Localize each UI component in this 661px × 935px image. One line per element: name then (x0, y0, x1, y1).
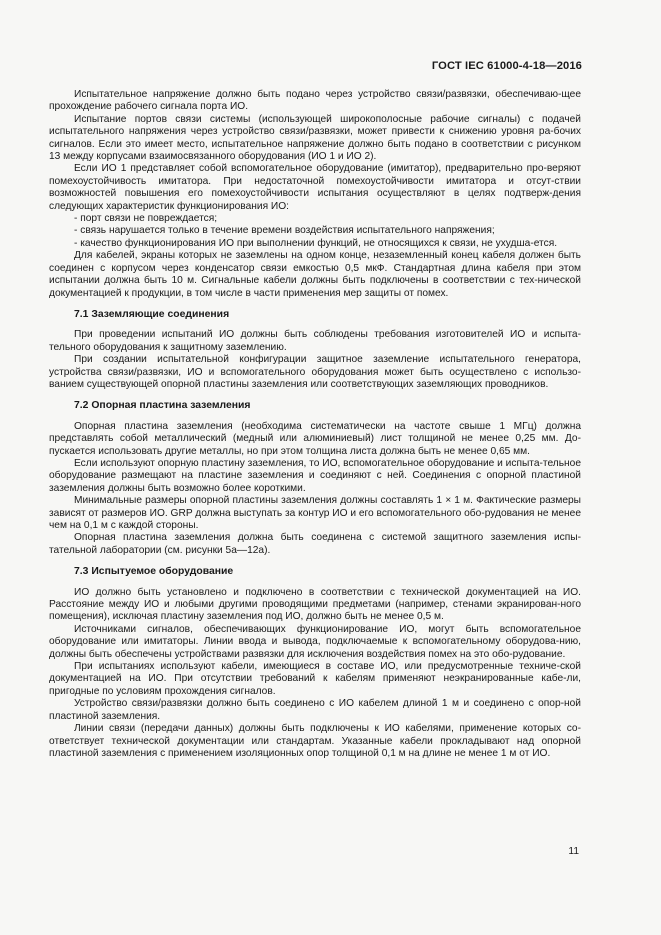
paragraph: При проведении испытаний ИО должны быть соблюдены требования изготовителей ИО и испыта-тельного оборудования к защитному заземлению. (49, 329, 581, 353)
paragraph: Источниками сигналов, обеспечивающих функционирование ИО, могут быть вспомогательное оборудование или имитаторы. Линии ввода и вывода, подключаемые к вспомогательному оборудова-нию, должны быть обеспечены устройствами развязки для исключения воздействия помех на это обо-рудование. (49, 623, 581, 660)
section-heading: 7.1 Заземляющие соединения (74, 308, 230, 320)
list-item: - порт связи не повреждается; (74, 213, 218, 225)
section-heading: 7.2 Опорная пластина заземления (74, 400, 251, 412)
document-body (49, 89, 581, 760)
document-header: ГОСТ IEC 61000-4-18—2016 (431, 60, 582, 72)
paragraph: Для кабелей, экраны которых не заземлены на одном конце, незаземленный конец кабеля должен быть соединен с корпусом через конденсатор связи емкостью 0,5 мкФ. Стандартная длина кабеля при этом испытании должна быть 10 м. Сигнальные кабели должны быть подключены в соответствии с тех-нической документацией к продукции, в том числе в части применения мер защиты от помех. (49, 250, 581, 299)
list-item: - качество функционирования ИО при выполнении функций, не относящихся к связи, не ухудша-ется. (74, 237, 558, 249)
paragraph: Устройство связи/развязки должно быть соединено с ИО кабелем длиной 1 м и соединено с опор-ной пластиной заземления. (49, 698, 581, 722)
paragraph: Опорная пластина заземления (необходима систематически на частоте свыше 1 МГц) должна представлять собой металлический (медный или алюминиевый) лист толщиной не менее 0,25 мм. До-пускается использовать другие металлы, но при этом толщина листа должна быть не менее 0,65 мм. (49, 420, 581, 457)
list-item: - связь нарушается только в течение времени воздействия испытательного напряжения; (74, 225, 495, 237)
paragraph: Минимальные размеры опорной пластины заземления должны составлять 1 × 1 м. Фактические размеры зависят от размеров ИО. GRP должна выступать за контур ИО и его вспомогательного обо-рудования не менее чем на 0,1 м с каждой стороны. (49, 495, 581, 531)
paragraph: При создании испытательной конфигурации защитное заземление испытательного генератора, устройства связи/развязки, ИО и вспомогательного оборудования может быть осуществлено с использо-ванием существующей опорной пластины заземления или соответствующих заземляющих проводников. (49, 354, 581, 390)
paragraph: Если ИО 1 представляет собой вспомогательное оборудование (имитатор), предварительно про-веряют помехоустойчивость имитатора. При недостаточной помехоустойчивости имитатора и отсут-ствии возможностей повышения его помехоустойчивости испытания осуществляют в целях подтверж-дения следующих характеристик функционирования ИО: (49, 163, 581, 212)
paragraph: При испытаниях используют кабели, имеющиеся в составе ИО, или предусмотренные техниче-ской документацией на ИО. При отсутствии требований к кабелям применяют неэкранированные кабе-ли, пригодные по условиям прохождения сигналов. (49, 661, 581, 697)
page-number: 11 (568, 846, 579, 857)
paragraph: Испытательное напряжение должно быть подано через устройство связи/развязки, обеспечиваю-щее прохождение рабочего сигнала порта ИО. (49, 89, 581, 113)
paragraph: Опорная пластина заземления должна быть соединена с системой защитного заземления испы-тательной лаборатории (см. рисунки 5а—12а). (49, 532, 581, 556)
paragraph: ИО должно быть установлено и подключено в соответствии с технической документацией на ИО. Расстояние между ИО и любыми другими проводящими предметами (например, стенами экранирован-ного помещения), исключая пластину заземления под ИО, должно быть не менее 0,5 м. (49, 586, 581, 623)
paragraph: Если используют опорную пластину заземления, то ИО, вспомогательное оборудование и испыта-тельное оборудование размещают на пластине заземления и соединяют с ней. Соединения с опорной пластиной заземления должны быть возможно более короткими. (49, 457, 581, 494)
paragraph: Линии связи (передачи данных) должны быть подключены к ИО кабелями, применение которых со-ответствует технической документации или стандартам. Указанные кабели прокладывают над опорной пластиной заземления с применением изоляционных опор толщиной 0,1 м на длине не менее 1 м от ИО. (49, 723, 581, 759)
paragraph: Испытание портов связи системы (использующей широкополосные рабочие сигналы) с подачей испытательного напряжения через устройство связи/развязки, может привести к снижению уровня ра-бочих сигналов. Если это имеет место, испытательное напряжение должно быть подано в соответствии с рисунком 13 между корпусами взаимосвязанного оборудования (ИО 1 и ИО 2). (49, 113, 581, 163)
section-heading: 7.3 Испытуемое оборудование (74, 566, 234, 578)
